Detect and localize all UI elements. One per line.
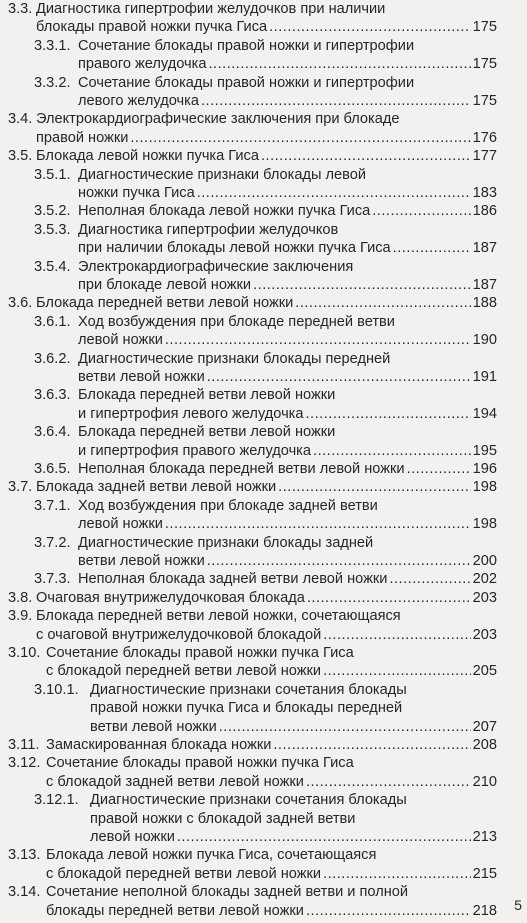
toc-entry-number: 3.5.4. [34,258,71,275]
toc-entry-title-line: с блокадой задней ветви левой ножки [46,773,304,790]
toc-entry-page: 175 [472,56,497,73]
dot-leader [278,478,470,496]
dot-leader [295,294,470,312]
toc-entry-title-line: ветви левой ножки [90,718,217,735]
toc-entry-title-line: левой ножки [78,516,163,533]
toc-entry-number: 3.6.2. [34,350,71,367]
toc-entry-page: 213 [472,829,497,845]
dot-leader [306,405,471,423]
toc-entry-number: 3.6.5. [34,461,71,477]
toc-entry[interactable] [8,589,497,607]
toc-entry-page: 177 [472,148,497,165]
dot-leader [219,718,471,736]
dot-leader [323,626,470,644]
toc-entry-title-line: Сочетание блокады правой ножки и гипертрофии [78,74,415,91]
toc-entry-title-line: блокады передней ветви левой ножки [46,902,304,919]
dot-leader [130,129,470,147]
toc-entry-number: 3.14. [8,884,41,901]
toc-entry-title-line: блокады правой ножки пучка Гиса [36,19,268,36]
toc-entry-title-line: ветви левой ножки [78,553,205,569]
toc-entry-title-line: правой ножки пучка Гиса и блокады передней [90,700,403,717]
toc-entry-number: 3.4. [8,111,33,128]
toc-entry-page: 187 [472,240,497,257]
toc-entry-title-line: правой ножки [36,129,129,146]
dot-leader [323,662,471,680]
dot-leader [269,18,471,36]
toc-entry-page: 196 [472,461,497,477]
toc-entry-page: 175 [472,19,497,36]
toc-entry-number: 3.3.2. [34,74,71,91]
toc-entry[interactable] [8,0,497,37]
toc-entry-title-line: и гипертрофия правого желудочка [78,442,312,459]
dot-leader [323,865,471,883]
toc-entry-title-line: Сочетание блокады правой ножки пучка Гиса [46,645,354,661]
toc-entry-title-line: Сочетание неполной блокады задней ветви и полной [46,884,409,901]
toc-entry-title-line: Диагностика гипертрофии желудочков [78,221,339,238]
dot-leader [197,184,471,202]
toc-entry-title-line: Диагностические признаки блокады задней [78,534,374,551]
toc-entry-title-line: Сочетание блокады правой ножки и гипертрофии [78,37,415,54]
toc-entry-title-line: Блокада передней ветви левой ножки [36,295,294,312]
toc-entry-title-line: правого желудочка [78,56,207,73]
toc-entry-title-line: Электрокардиографические заключения при блокаде [36,111,400,128]
toc-entry-page: 187 [472,277,497,293]
toc-entry-page: 218 [472,902,497,919]
toc-entry-title-line: при наличии блокады левой ножки пучка Гиса [78,240,391,257]
toc-entry-page: 207 [472,718,497,735]
toc-entry-page: 203 [472,626,497,643]
toc-entry-number: 3.8. [8,589,33,606]
toc-entry[interactable] [8,644,497,681]
dot-leader [207,552,471,570]
toc-entry-title-line: Блокада левой ножки пучка Гиса, сочетающаяся [46,847,377,864]
toc-entry-title-line: Блокада передней ветви левой ножки [78,387,336,404]
toc-entry-page: 203 [472,589,497,606]
toc-entry-number: 3.3. [8,1,33,17]
toc-entry[interactable] [8,846,497,883]
toc-entry-page: 175 [472,93,497,109]
toc-entry-number: 3.3.1. [34,37,71,54]
toc-entry-title-line: Ход возбуждения при блокаде задней ветви [78,497,378,514]
toc-entry-title-line: Неполная блокада левой ножки пучка Гиса [78,203,371,220]
toc-entry-title-line: Блокада передней ветви левой ножки [78,424,336,441]
dot-leader [177,828,471,846]
toc-entry-title-line: и гипертрофия левого желудочка [78,405,304,422]
toc-entry[interactable] [34,202,497,220]
toc-entry[interactable] [8,110,497,147]
toc-entry[interactable] [34,37,497,74]
toc-entry-page: 186 [472,203,497,220]
toc-entry-page: 191 [472,369,497,385]
toc-entry-page: 190 [472,332,497,349]
toc-entry-number: 3.7.3. [34,571,71,588]
toc-entry-number: 3.10.1. [34,681,79,698]
toc-entry[interactable] [8,754,497,791]
toc-entry-page: 200 [472,553,497,569]
toc-entry-page: 198 [472,516,497,533]
toc-entry-page: 208 [472,737,497,753]
toc-entry[interactable] [34,258,497,295]
toc-entry-number: 3.13. [8,847,41,864]
toc-entry-number: 3.6. [8,295,33,312]
toc-entry-title-line: Блокада передней ветви левой ножки, сочетающаяся [36,608,401,625]
toc-entry-title-line: ножки пучка Гиса [78,185,195,201]
toc-entry-number: 3.5.3. [34,221,71,238]
toc-entry-title-line: Диагностические признаки блокады передней [78,350,391,367]
toc-entry-number: 3.5.2. [34,203,71,220]
dot-leader [313,442,471,460]
toc-entry-page: 194 [472,405,497,422]
toc-entry-title-line: с блокадой передней ветви левой ножки [46,865,322,882]
toc-entry-title-line: при блокаде левой ножки [78,277,252,293]
toc-entry-title-line: с очаговой внутрижелудочковой блокадой [36,626,322,643]
dot-leader [208,55,470,73]
toc-entry-page: 188 [472,295,497,312]
toc-entry[interactable] [8,736,497,754]
toc-entry-number: 3.12.1. [34,792,79,809]
dot-leader [207,368,471,386]
dot-leader [306,773,471,791]
dot-leader [165,331,471,349]
toc-entry[interactable] [8,294,497,312]
toc-entry-number: 3.6.3. [34,387,71,404]
dot-leader [253,276,471,294]
toc-entry[interactable] [8,478,497,496]
toc-entry-title-line: левой ножки [78,332,163,349]
toc-entry[interactable] [34,221,497,258]
toc-entry[interactable] [34,534,497,571]
toc-entry-number: 3.5.1. [34,166,71,183]
toc-entry-title-line: Замаскированная блокада ножки [46,737,272,753]
toc-entry-title-line: Диагностические признаки сочетания блокады [90,681,407,698]
toc-entry-title-line: Диагностика гипертрофии желудочков при наличии [36,1,386,17]
toc-entry[interactable] [34,681,497,736]
toc-entry-page: 215 [472,865,497,882]
dot-leader [393,239,471,257]
dot-leader [389,570,470,588]
toc-entry-title-line: Блокада задней ветви левой ножки [36,479,277,496]
toc-entry[interactable] [34,791,497,846]
toc-entry-page: 202 [472,571,497,588]
toc-entry[interactable] [34,166,497,203]
dot-leader [372,202,470,220]
toc-entry-title-line: Блокада левой ножки пучка Гиса [36,148,259,165]
toc-entry-title-line: Электрокардиографические заключения [78,258,354,275]
toc-entry-title-line: Диагностические признаки сочетания блокады [90,792,407,809]
dot-leader [261,147,471,165]
toc-entry-title-line: Сочетание блокады правой ножки пучка Гиса [46,755,354,772]
dot-leader [273,736,470,754]
toc-entry-title-line: левого желудочка [78,93,199,109]
toc-entry[interactable] [34,74,497,111]
toc-entry-number: 3.5. [8,148,33,165]
toc-entry-page: 183 [472,185,497,201]
dot-leader [407,460,471,478]
toc-entry[interactable] [34,350,497,387]
toc-entry-title-line: Неполная блокада передней ветви левой ножки [78,461,405,477]
toc-entry[interactable] [34,460,497,478]
toc-entry-title-line: правой ножки с блокадой задней ветви [90,810,356,827]
toc-entry[interactable] [34,570,497,588]
toc-entry-title-line: левой ножки [90,829,175,845]
toc-entry-number: 3.6.1. [34,313,71,330]
toc-entry-number: 3.9. [8,608,33,625]
toc-entry[interactable] [34,497,497,534]
toc-entry[interactable] [8,147,497,165]
toc-entry[interactable] [34,313,497,350]
toc-entry-page: 210 [472,773,497,790]
dot-leader [201,92,471,110]
toc-entry-number: 3.7. [8,479,33,496]
page-number: 5 [514,897,522,913]
toc-entry-number: 3.7.2. [34,534,71,551]
dot-leader [165,515,471,533]
toc-entry-number: 3.12. [8,755,41,772]
toc-entry[interactable] [34,423,497,460]
toc-entry[interactable] [34,386,497,423]
toc-entry-title-line: Очаговая внутрижелудочковая блокада [36,589,305,606]
toc-entry-title-line: Неполная блокада задней ветви левой ножки [78,571,388,588]
toc-entry[interactable] [8,883,497,920]
toc-entry-number: 3.11. [8,737,40,753]
toc-entry-number: 3.7.1. [34,497,71,514]
toc-entry-page: 198 [472,479,497,496]
toc-entry-title-line: ветви левой ножки [78,369,205,385]
toc-entry-title-line: Диагностические признаки блокады левой [78,166,367,183]
toc-entry-page: 205 [472,663,497,680]
toc-entry-number: 3.6.4. [34,424,71,441]
toc-entry-title-line: Ход возбуждения при блокаде передней ветви [78,313,395,330]
toc-entry-page: 176 [472,129,497,146]
dot-leader [307,589,471,607]
toc-entry-page: 195 [472,442,497,459]
toc-entry-number: 3.10. [8,645,41,661]
toc-entry[interactable] [8,607,497,644]
dot-leader [306,902,471,920]
toc-entry-title-line: с блокадой передней ветви левой ножки [46,663,322,680]
